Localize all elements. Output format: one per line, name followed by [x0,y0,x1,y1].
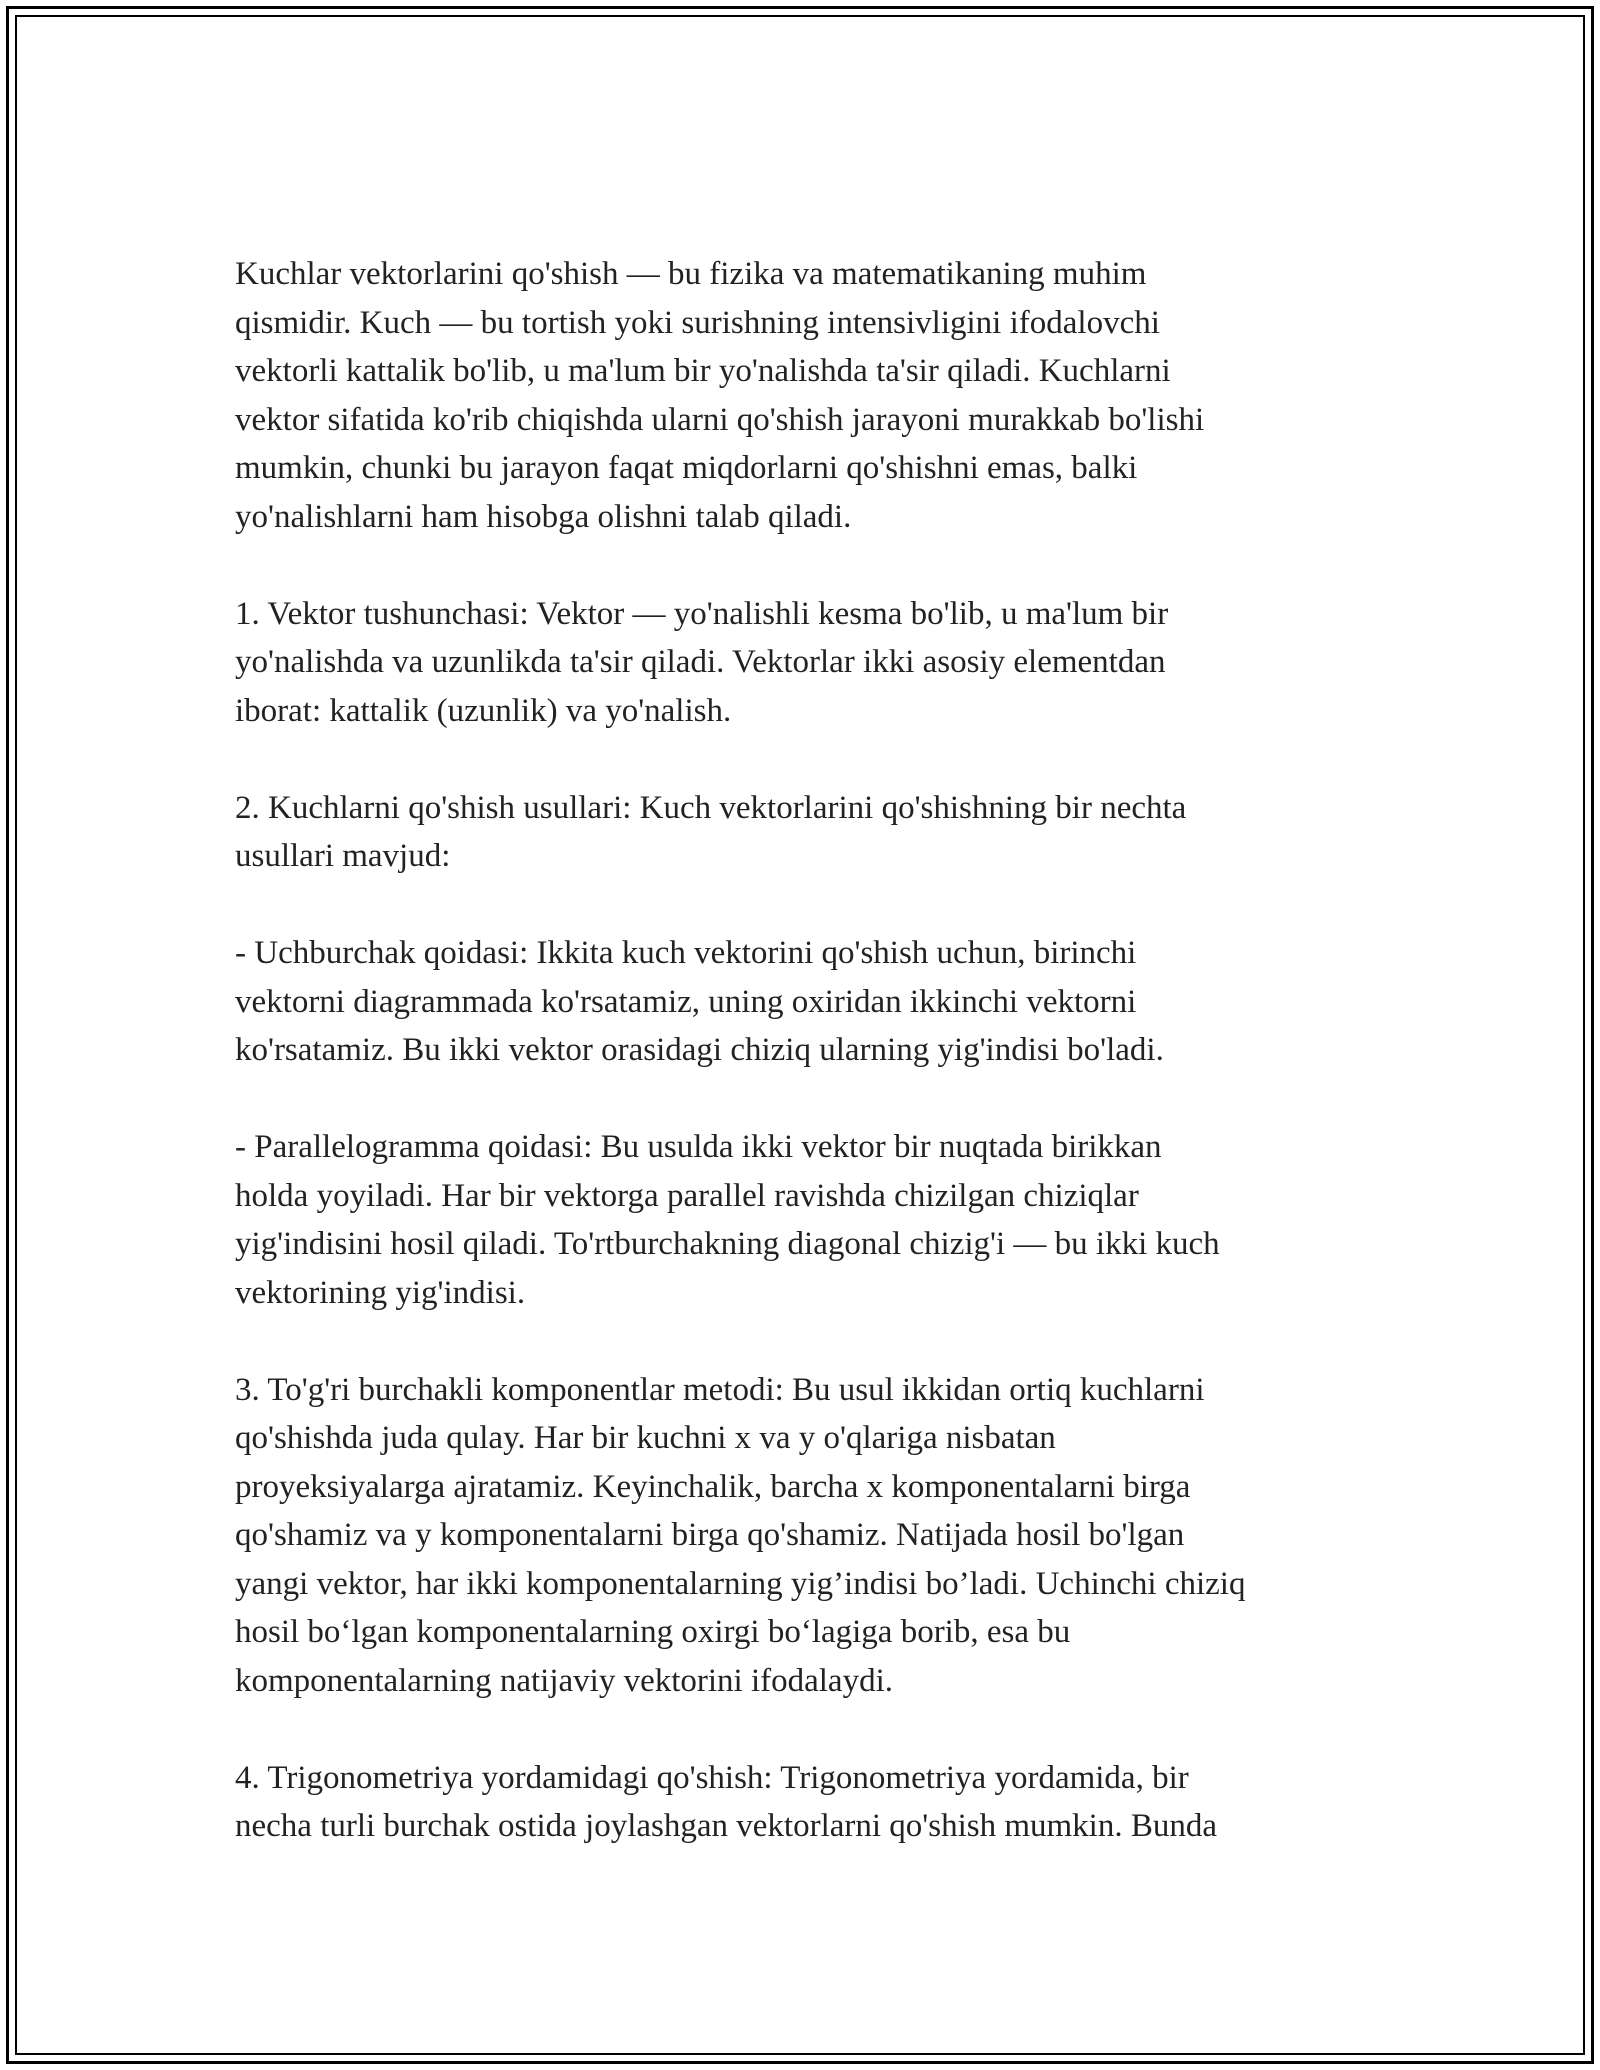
paragraph-rectangular-components: 3. To'g'ri burchakli komponentlar metodi: Bu usul ikkidan ortiq kuchlarni qo'shishda juda qulay. Har bir kuchni x va y o'qlariga nisbatan proyeksiyalarga ajratamiz. Keyinchalik, barcha x komponentalarni birga qo'shamiz va y komponentalarni birga qo'shamiz. Natijada hosil bo'lgan yangi vektor, har ikki komponentalarning yig’indisi bo’ladi. Uchinchi chiziq hosil bo‘lgan komponentalarning oxirgi bo‘lagiga borib, esa bu komponentalarning natijaviy vektorini ifodalaydi. [235,1371,1246,1699]
paragraph-intro: Kuchlar vektorlarini qo'shish — bu fizika va matematikaning muhim qismidir. Kuch — bu tortish yoki surishning intensivligini ifodalovchi vektorli kattalik bo'lib, u ma'lum bir yo'nalishda ta'sir qiladi. Kuchlarni vektor sifatida ko'rib chiqishda ularni qo'shish jarayoni murakkab bo'lishi mumkin, chunki bu jarayon faqat miqdorlarni qo'shishni emas, balki yo'nalishlarni ham hisobga olishni talab qiladi. [235,256,1205,535]
paragraph-addition-methods: 2. Kuchlarni qo'shish usullari: Kuch vektorlarini qo'shishning bir nechta usullari mavjud: [235,789,1187,874]
paragraph-vector-concept: 1. Vektor tushunchasi: Vektor — yo'nalishli kesma bo'lib, u ma'lum bir yo'nalishda va uzunlikda ta'sir qiladi. Vektorlar ikki asosiy elementdan iborat: kattalik (uzunlik) va yo'nalish. [235,595,1169,729]
paragraph-trigonometry: 4. Trigonometriya yordamidagi qo'shish: Trigonometriya yordamida, bir necha turli burchak ostida joylashgan vektorlarni qo'shish mumkin. Bunda [235,1759,1218,1844]
document-body [235,250,1385,1851]
paragraph-parallelogram-rule: - Parallelogramma qoidasi: Bu usulda ikki vektor bir nuqtada birikkan holda yoyiladi. Har bir vektorga parallel ravishda chizilgan chiziqlar yig'indisini hosil qiladi. To'rtburchakning diagonal chizig'i — bu ikki kuch vektorining yig'indisi. [235,1129,1220,1311]
paragraph-triangle-rule: - Uchburchak qoidasi: Ikkita kuch vektorini qo'shish uchun, birinchi vektorni diagrammada ko'rsatamiz, uning oxiridan ikkinchi vektorni ko'rsatamiz. Bu ikki vektor orasidagi chiziq ularning yig'indisi bo'ladi. [235,935,1164,1068]
